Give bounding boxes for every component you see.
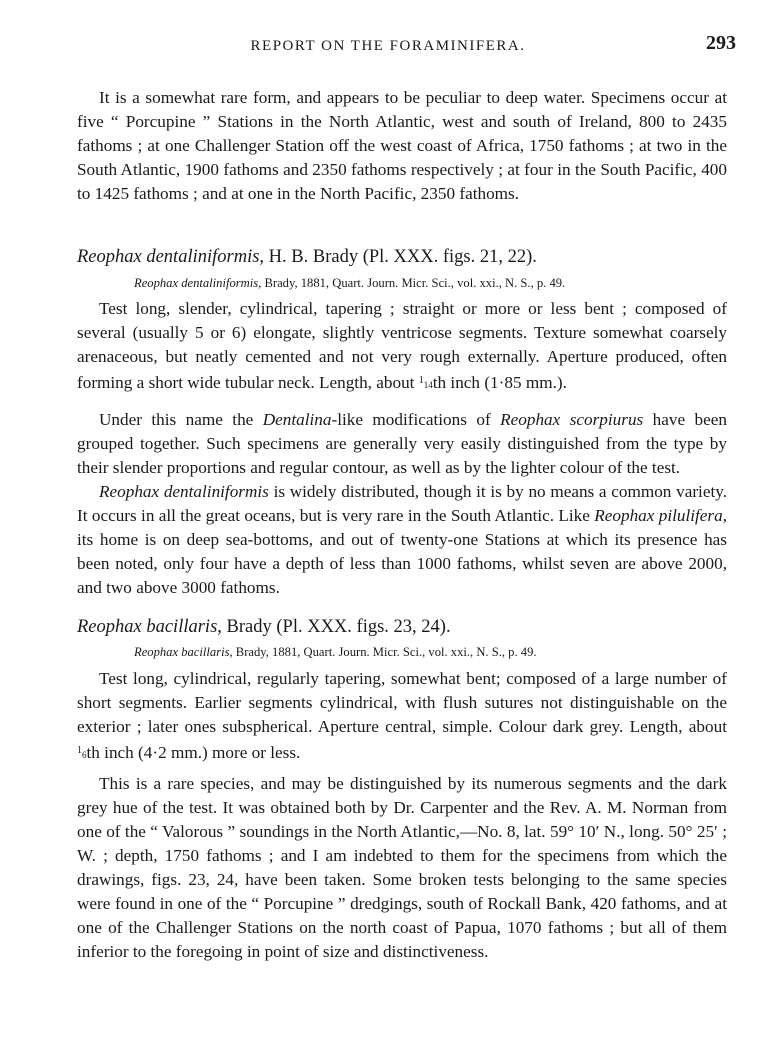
distribution-paragraph xyxy=(77,480,727,600)
species-reference xyxy=(134,645,537,660)
species-name: Reophax pilulifera xyxy=(594,506,723,525)
remarks-text: Under this name the xyxy=(99,410,263,429)
species-name: Reophax scorpiurus xyxy=(500,410,644,429)
species-authority: , Brady (Pl. XXX. figs. 23, 24). xyxy=(217,617,451,637)
fraction-numerator: 1 xyxy=(418,375,424,386)
fraction-numerator: 1 xyxy=(77,745,82,756)
description-length: th inch (1·85 mm.). xyxy=(432,373,567,392)
species-authority: , H. B. Brady (Pl. XXX. figs. 21, 22). xyxy=(259,247,537,267)
intro-paragraph xyxy=(77,86,727,206)
remarks-text: This is a rare species, and may be distinguished by its numerous segments and the dark grey hue of the test. It was obtained both by Dr. Carpenter and the Rev. A. M. Norman from one of the “ Valorous ” soundings in the North Atlantic,—No. 8, lat. 59° 10′ N., long. 50° 25′ ; W. ; depth, 1750 fathoms ; and I am indebted to them for the specimens from which the drawings, figs. 23, 24, have been taken. Some broken tests belonging to the same species were found in one of the “ Porcupine ” dredgings, south of Rockall Bank, 420 fathoms, and at one of the Challenger Stations on the north coast of Papua, 1070 fathoms ; but all of them inferior to the foregoing in point of size and distinctiveness. xyxy=(77,774,727,961)
species-name: Reophax dentaliniformis xyxy=(77,247,260,267)
fraction-denominator: 14 xyxy=(423,380,433,390)
species-reference xyxy=(134,276,565,291)
distribution-text: , its home is on deep sea-bottoms, and out of twenty-one Stations at which its presence has been noted, only four have a depth of less than 1000 fathoms, whilst seven are above 2000, and two above 3000 fathoms. xyxy=(77,506,728,597)
remarks-paragraph xyxy=(77,408,727,480)
intro-text: It is a somewhat rare form, and appears to be peculiar to deep water. Specimens occur at five “ Porcupine ” Stations in the North Atlantic, west and south of Ireland, 800 to 2435 fathoms ; at one Challenger Station off the west coast of Africa, 1750 fathoms ; at two in the South Atlantic, 1900 fathoms and 2350 fathoms respectively ; at four in the South Pacific, 400 to 1425 fathoms ; and at one in the North Pacific, 2350 fathoms. xyxy=(77,88,727,203)
running-title: REPORT ON THE FORAMINIFERA. xyxy=(250,38,526,54)
reference-species-name: Reophax bacillaris xyxy=(134,645,230,659)
species-name: Reophax bacillaris xyxy=(77,617,218,637)
fraction-denominator: 6 xyxy=(82,750,87,760)
remarks-text: -like modifications of xyxy=(331,410,501,429)
remarks-paragraph xyxy=(77,772,727,964)
page-number: 293 xyxy=(706,32,736,54)
remarks-text: have been grouped together. Such specimens are generally very easily distinguished from the type by their slender proportions and regular contour, as well as by the lighter colour of the test. xyxy=(77,410,727,477)
species-heading-bacillaris xyxy=(77,617,451,638)
description-length: th inch (4·2 mm.) more or less. xyxy=(86,743,301,762)
reference-citation: , Brady, 1881, Quart. Journ. Micr. Sci., vol. xxi., N. S., p. 49. xyxy=(258,276,566,290)
species-name: Reophax dentaliniformis xyxy=(99,482,269,501)
description-text: Test long, slender, cylindrical, tapering ; straight or more or less bent ; composed of several (usually 5 or 6) elongate, slightly ventricose segments. Texture somewhat coarsely arenaceous, but neatly cemented and not very rough externally. Aperture produced, often forming a short wide tubular neck. Length, about xyxy=(77,299,727,392)
reference-citation: , Brady, 1881, Quart. Journ. Micr. Sci., vol. xxi., N. S., p. 49. xyxy=(229,645,537,659)
reference-species-name: Reophax dentaliniformis xyxy=(134,276,259,290)
genus-name: Dentalina xyxy=(262,410,332,429)
description-text: Test long, cylindrical, regularly tapering, somewhat bent; composed of a large number of short segments. Earlier segments cylindrical, with flush sutures not distinguishable on the exterior ; later ones subspherical. Aperture central, simple. Colour dark grey. Length, about xyxy=(77,669,727,736)
species-description xyxy=(77,667,727,767)
species-heading-dentaliniformis xyxy=(77,247,537,268)
distribution-text: is widely distributed, though it is by no means a common variety. It occurs in all the great oceans, but is very rare in the South Atlantic. Like xyxy=(77,482,727,525)
species-description xyxy=(77,297,727,397)
